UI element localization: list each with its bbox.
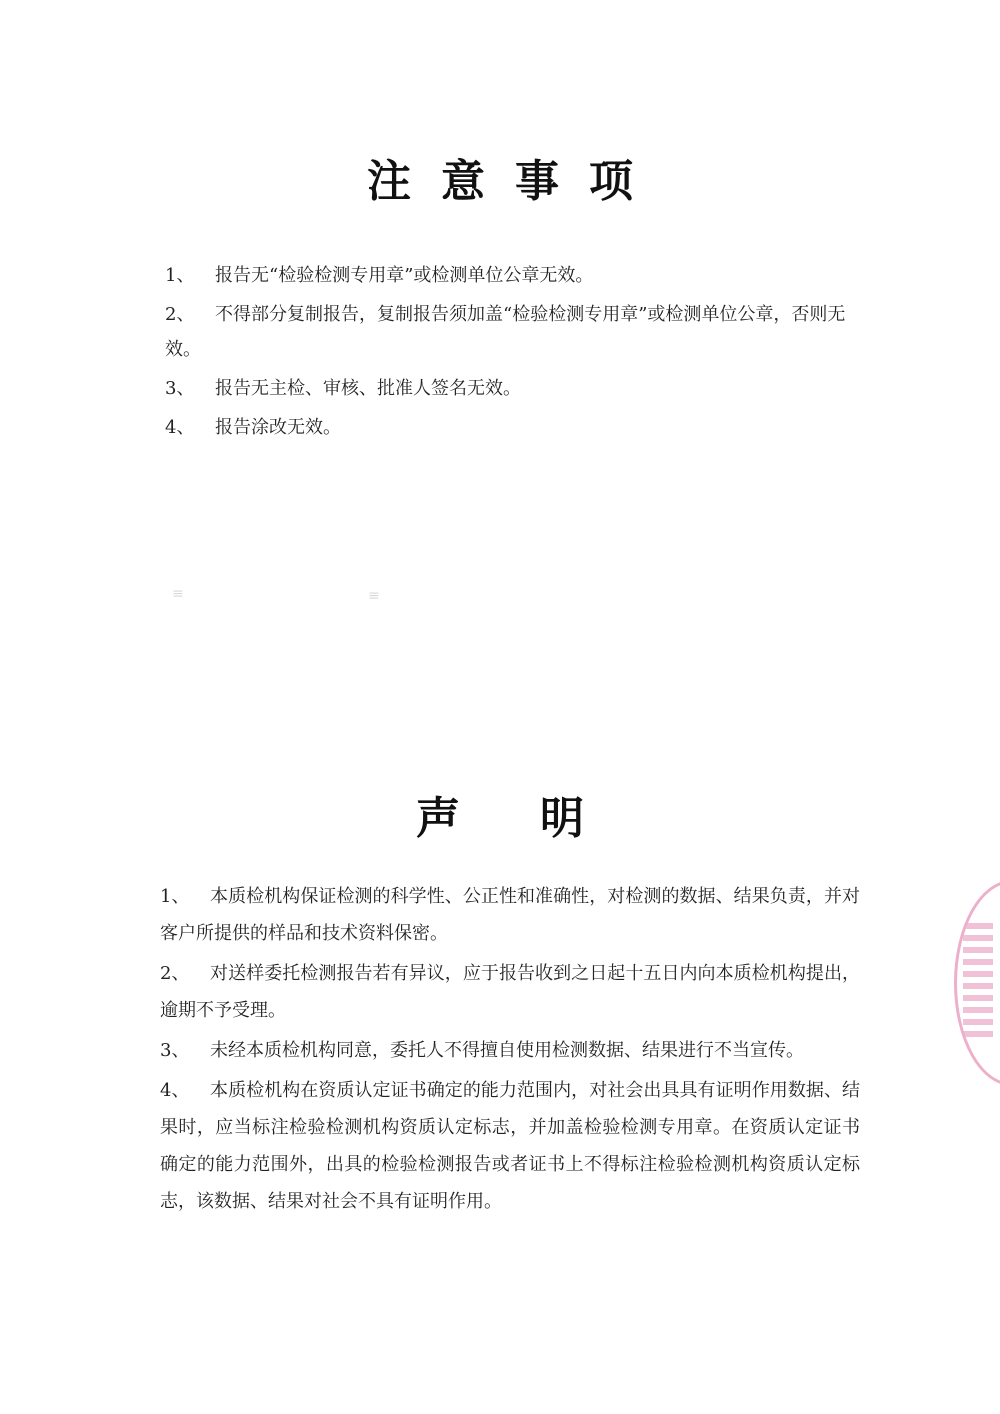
statement-item-number: 1、 (160, 886, 190, 907)
statement-item-number: 3、 (160, 1040, 190, 1061)
statement-item-text: 本质检机构在资质认定证书确定的能力范围内，对社会出具具有证明作用数据、结果时，应当标注检验检测机构资质认定标志，并加盖检验检测专用章。在资质认定证书确定的能力范围外，出具的检验检测报告或者证书上不得标注检验检测机构资质认定标志，该数据、结果对社会不具有证明作用。 (160, 1080, 860, 1212)
notice-title: 注意事项 (367, 156, 663, 207)
statement-title: 声明 (416, 793, 664, 844)
statement-item-text: 对送样委托检测报告若有异议，应于报告收到之日起十五日内向本质检机构提出，逾期不予受理。 (160, 963, 860, 1021)
statement-item-text: 本质检机构保证检测的科学性、公正性和准确性，对检测的数据、结果负责，并对客户所提供的样品和技术资料保密。 (160, 886, 860, 944)
statement-item (160, 955, 860, 1029)
notice-item (165, 410, 865, 445)
statement-item-text: 未经本质检机构同意，委托人不得擅自使用检测数据、结果进行不当宣传。 (210, 1040, 804, 1061)
notice-item-number: 2、 (165, 304, 195, 325)
notice-item-number: 4、 (165, 417, 195, 438)
notice-item-number: 1、 (165, 265, 195, 286)
seal-stamp-texture (963, 923, 993, 1043)
notice-item-text: 报告涂改无效。 (215, 417, 341, 438)
statement-item-number: 4、 (160, 1080, 190, 1101)
statement-item (160, 878, 860, 952)
notice-item-text: 报告无“检验检测专用章”或检测单位公章无效。 (215, 265, 594, 286)
notice-item-text: 报告无主检、审核、批准人签名无效。 (215, 378, 521, 399)
partial-seal-stamp (954, 880, 1000, 1086)
statement-item-number: 2、 (160, 963, 190, 984)
statement-item (160, 1072, 860, 1220)
statement-item (160, 1032, 860, 1069)
scan-artifact-mark: ≡ (368, 588, 380, 604)
statement-list (160, 878, 860, 1223)
notice-item-number: 3、 (165, 378, 195, 399)
scan-artifact-mark: ≡ (172, 586, 184, 602)
notice-list (165, 258, 865, 449)
notice-item (165, 258, 865, 293)
notice-item (165, 371, 865, 406)
notice-item (165, 297, 865, 367)
notice-item-text: 不得部分复制报告，复制报告须加盖“检验检测专用章”或检测单位公章，否则无效。 (165, 304, 846, 360)
